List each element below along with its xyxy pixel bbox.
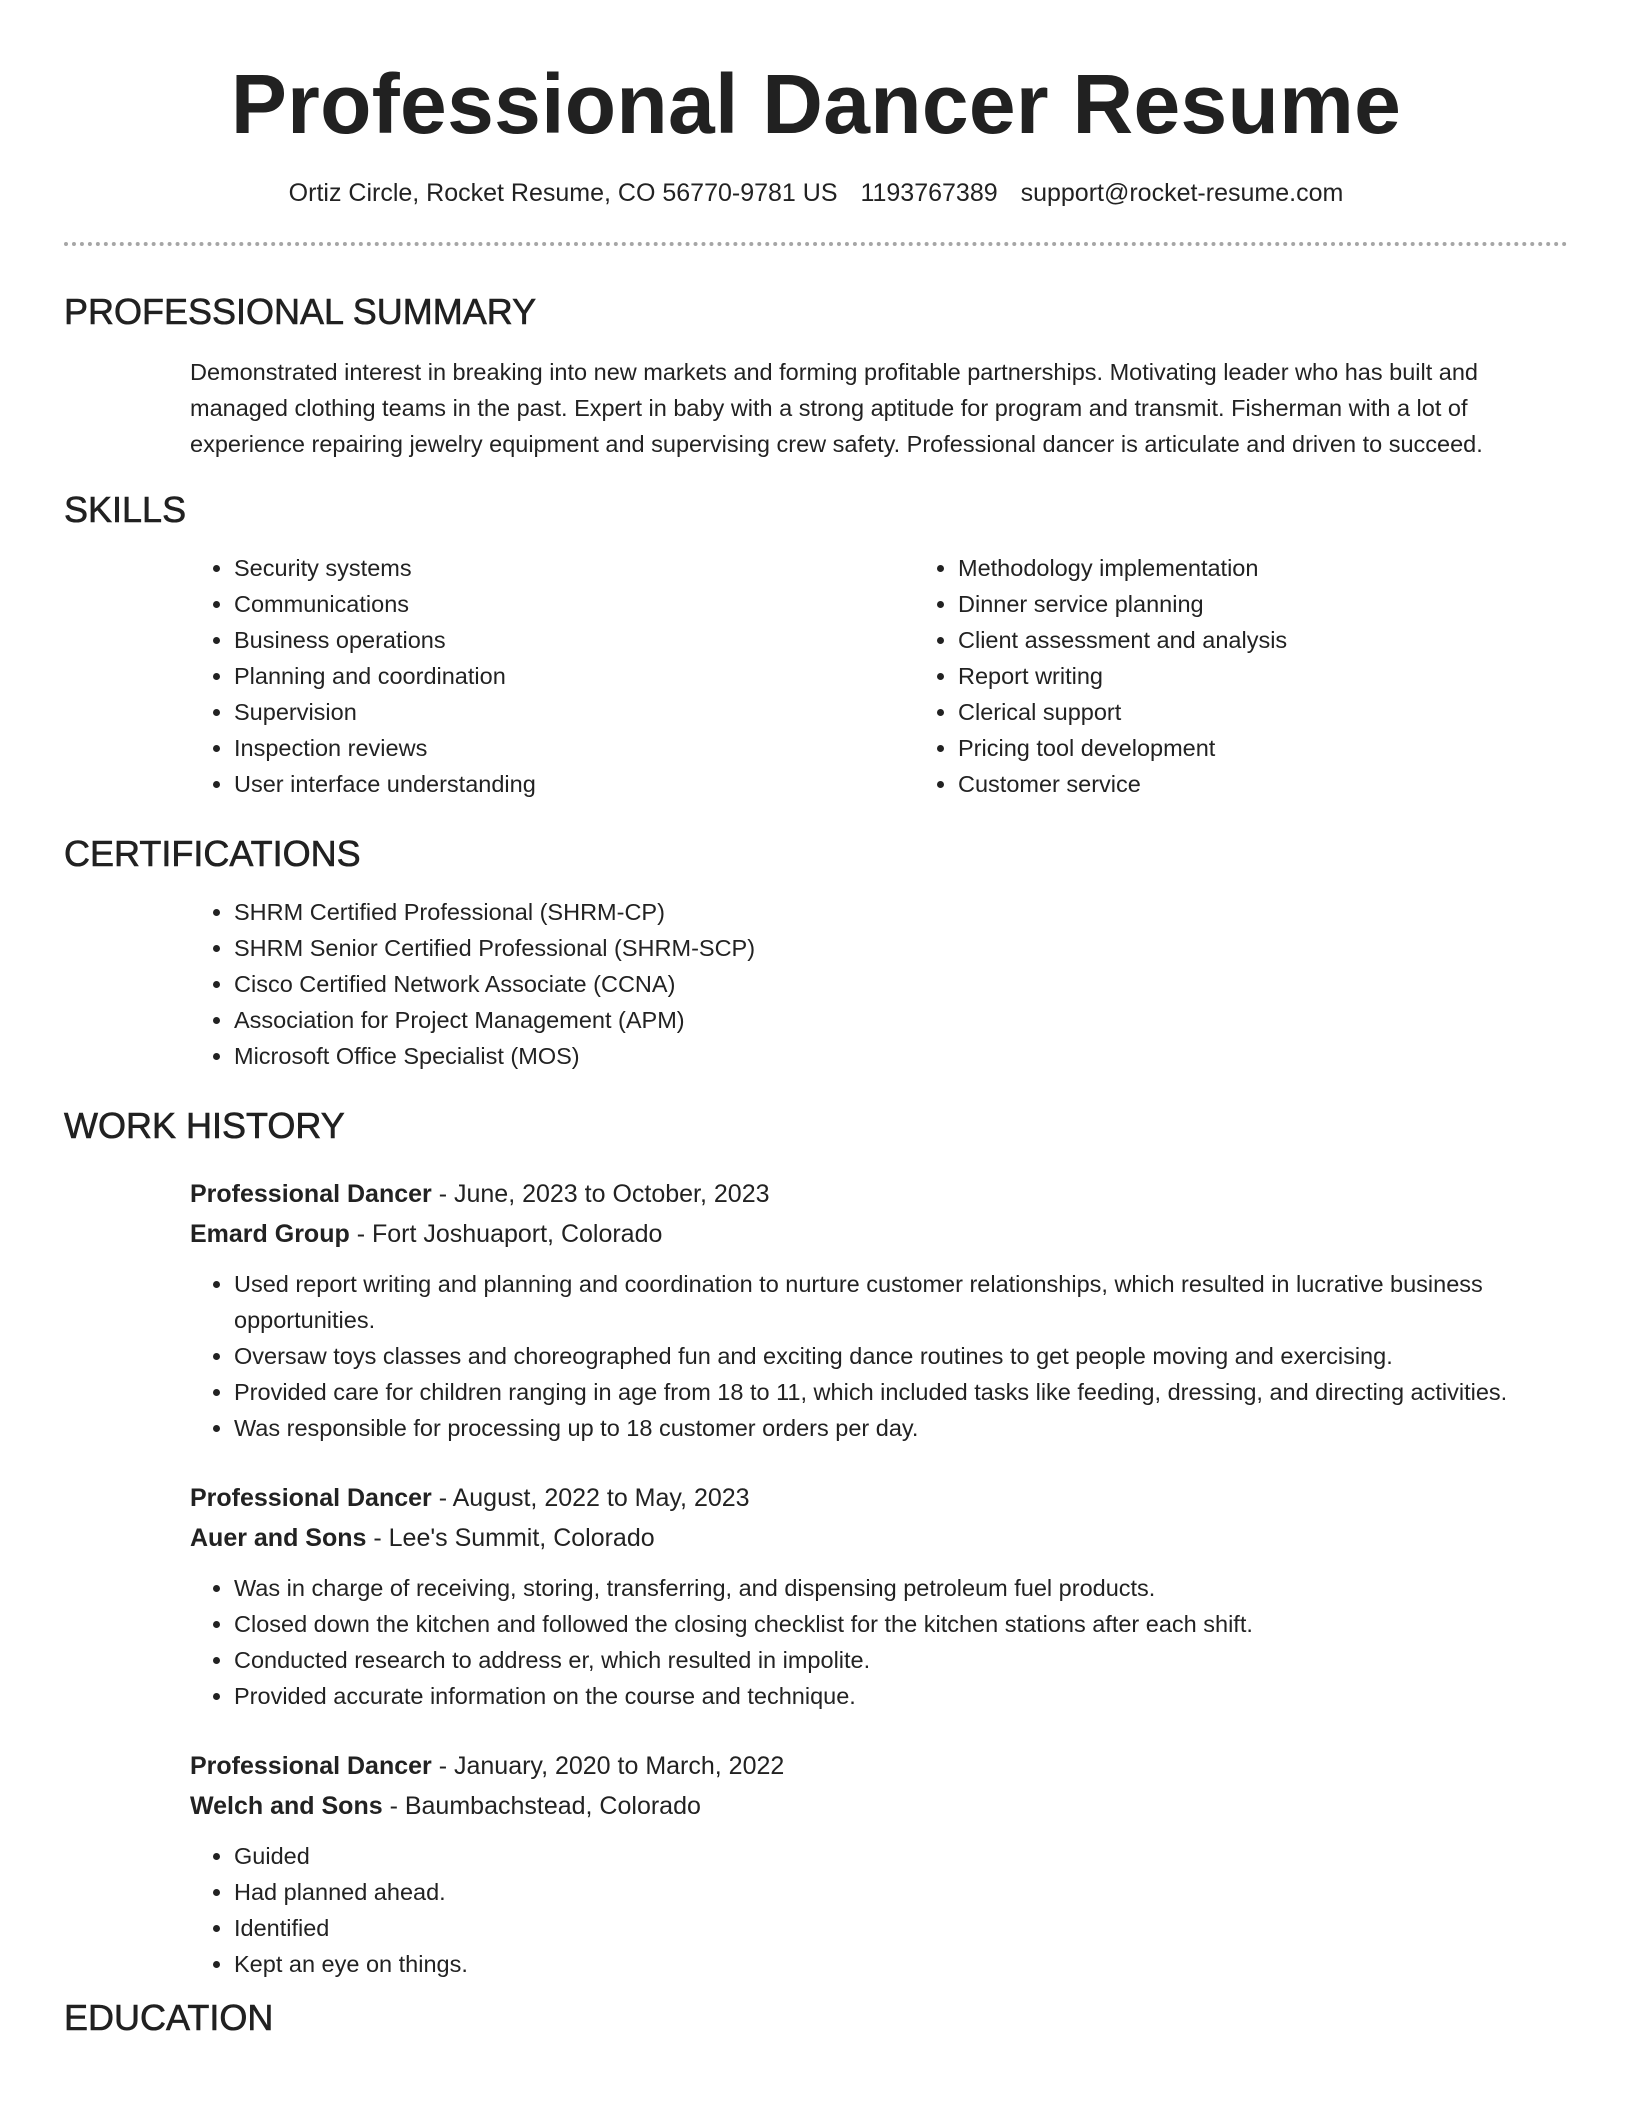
- job-location: - Lee's Summit, Colorado: [366, 1524, 655, 1552]
- job-role: Professional Dancer: [190, 1180, 432, 1208]
- job-bullet: • Had planned ahead.: [234, 1874, 1568, 1910]
- job-entry: [190, 1746, 1568, 1982]
- contact-phone: 1193767389: [860, 179, 998, 207]
- skills-grid: [190, 550, 1568, 802]
- job-company: Welch and Sons: [190, 1792, 383, 1820]
- skill-item: • Methodology implementation: [958, 550, 1558, 586]
- job-bullet: • Was responsible for processing up to 18 customer orders per day.: [234, 1410, 1568, 1446]
- job-entry: [190, 1174, 1568, 1446]
- work-history-heading: WORK HISTORY: [64, 1105, 345, 1146]
- certification-item: • Cisco Certified Network Associate (CCNA): [234, 966, 1568, 1002]
- header-divider: [64, 242, 1568, 246]
- skills-right-column: [914, 550, 1558, 802]
- education-heading: EDUCATION: [64, 1997, 274, 2038]
- job-bullet: • Identified: [234, 1910, 1568, 1946]
- job-entry: [190, 1478, 1568, 1714]
- certification-item: • SHRM Certified Professional (SHRM-CP): [234, 894, 1568, 930]
- certification-item: • Association for Project Management (APM): [234, 1002, 1568, 1038]
- certification-item: • Microsoft Office Specialist (MOS): [234, 1038, 1568, 1074]
- job-role: Professional Dancer: [190, 1484, 432, 1512]
- skill-item: • Client assessment and analysis: [958, 622, 1558, 658]
- contact-line: [64, 176, 1568, 210]
- job-dates: - June, 2023 to October, 2023: [431, 1180, 770, 1208]
- job-bullet: • Closed down the kitchen and followed the closing checklist for the kitchen stations after each shift.: [234, 1606, 1568, 1642]
- job-bullet: • Oversaw toys classes and choreographed fun and exciting dance routines to get people moving and exercising.: [234, 1338, 1568, 1374]
- skill-item: • Clerical support: [958, 694, 1558, 730]
- contact-email: support@rocket-resume.com: [1020, 179, 1344, 207]
- skill-item: • Communications: [234, 586, 914, 622]
- skill-item: • Report writing: [958, 658, 1558, 694]
- job-bullet: • Provided accurate information on the course and technique.: [234, 1678, 1568, 1714]
- certifications-heading: CERTIFICATIONS: [64, 833, 361, 874]
- job-role: Professional Dancer: [190, 1752, 432, 1780]
- job-dates: - January, 2020 to March, 2022: [431, 1752, 785, 1780]
- job-title-line: [190, 1746, 1568, 1786]
- job-bullet: • Provided care for children ranging in age from 18 to 11, which included tasks like feeding, dressing, and directing activities.: [234, 1374, 1568, 1410]
- skill-item: • Pricing tool development: [958, 730, 1558, 766]
- job-title-line: [190, 1174, 1568, 1214]
- skill-item: • Business operations: [234, 622, 914, 658]
- job-company-line: [190, 1518, 1568, 1558]
- certification-item: • SHRM Senior Certified Professional (SHRM-SCP): [234, 930, 1568, 966]
- job-bullet: • Used report writing and planning and coordination to nurture customer relationships, which resulted in lucrative business opportunities.: [234, 1266, 1568, 1338]
- job-bullet: • Was in charge of receiving, storing, transferring, and dispensing petroleum fuel products.: [234, 1570, 1568, 1606]
- job-bullets: [190, 1570, 1568, 1714]
- job-company-line: [190, 1786, 1568, 1826]
- job-dates: - August, 2022 to May, 2023: [431, 1484, 750, 1512]
- job-bullet: • Guided: [234, 1838, 1568, 1874]
- job-bullets: [190, 1838, 1568, 1982]
- skill-item: • Planning and coordination: [234, 658, 914, 694]
- job-bullet: • Conducted research to address er, which resulted in impolite.: [234, 1642, 1568, 1678]
- summary-heading: PROFESSIONAL SUMMARY: [64, 291, 537, 332]
- job-company-line: [190, 1214, 1568, 1254]
- job-bullet: • Kept an eye on things.: [234, 1946, 1568, 1982]
- skill-item: • Dinner service planning: [958, 586, 1558, 622]
- certifications-list: [190, 894, 1568, 1074]
- skill-item: • Inspection reviews: [234, 730, 914, 766]
- job-location: - Fort Joshuaport, Colorado: [349, 1220, 663, 1248]
- job-location: - Baumbachstead, Colorado: [382, 1792, 701, 1820]
- skill-item: • Security systems: [234, 550, 914, 586]
- skill-item: • User interface understanding: [234, 766, 914, 802]
- skill-item: • Customer service: [958, 766, 1558, 802]
- job-company: Emard Group: [190, 1220, 350, 1248]
- summary-text: Demonstrated interest in breaking into new markets and forming profitable partnerships. Motivating leader who has built and managed clothing teams in the past. Expert in baby with a strong aptitude for program and transmit. Fisherman with a lot of experience repairing jewelry equipment and supervising crew safety. Professional dancer is articulate and driven to succeed.: [190, 359, 1483, 457]
- job-bullets: [190, 1266, 1568, 1446]
- contact-address: Ortiz Circle, Rocket Resume, CO 56770-9781 US: [288, 179, 838, 207]
- skill-item: • Supervision: [234, 694, 914, 730]
- skills-left-column: [190, 550, 914, 802]
- job-company: Auer and Sons: [190, 1524, 367, 1552]
- skills-heading: SKILLS: [64, 489, 187, 530]
- resume-title: Professional Dancer Resume: [230, 57, 1402, 151]
- job-title-line: [190, 1478, 1568, 1518]
